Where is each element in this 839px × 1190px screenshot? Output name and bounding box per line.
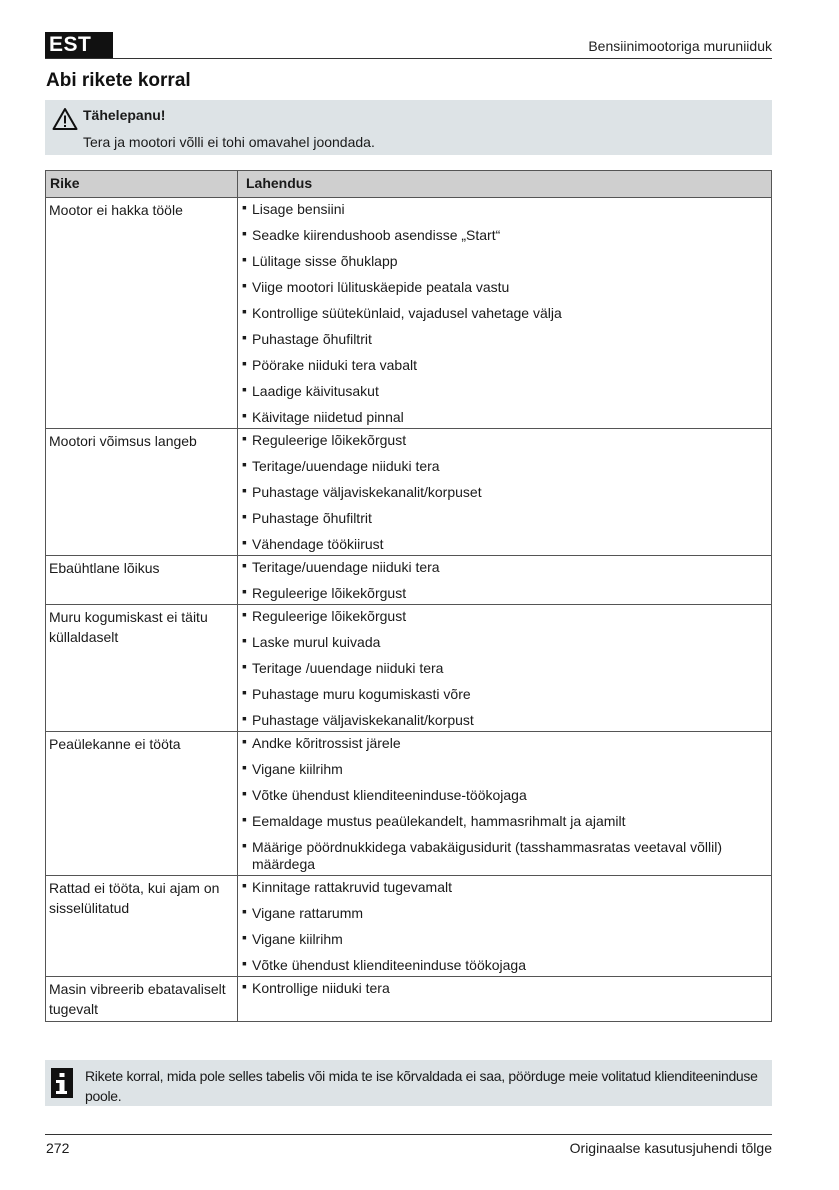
bullet-icon: ▪ bbox=[242, 251, 247, 267]
solution-cell bbox=[238, 429, 772, 556]
solution-item bbox=[241, 658, 767, 684]
table-row bbox=[46, 732, 772, 876]
solution-text: Teritage/uuendage niiduki tera bbox=[252, 458, 440, 474]
info-box bbox=[45, 1060, 772, 1106]
solution-item bbox=[241, 877, 767, 903]
bullet-icon: ▪ bbox=[242, 557, 247, 573]
bullet-icon: ▪ bbox=[242, 225, 247, 241]
header-title: Bensiinimootoriga muruniiduk bbox=[588, 38, 772, 54]
solution-item bbox=[241, 837, 767, 875]
bullet-icon: ▪ bbox=[242, 684, 247, 700]
bullet-icon: ▪ bbox=[242, 955, 247, 971]
solution-list bbox=[241, 430, 767, 555]
solution-list bbox=[241, 557, 767, 604]
bullet-icon: ▪ bbox=[242, 430, 247, 446]
solution-list bbox=[241, 877, 767, 976]
info-note-text: Rikete korral, mida pole selles tabelis või mida te ise kõrvaldada ei saa, pöörduge meie volitatud klienditeeninduse poole. bbox=[85, 1068, 758, 1104]
solution-text: Vigane rattarumm bbox=[252, 905, 364, 921]
solution-cell bbox=[238, 732, 772, 876]
section-title: Abi rikete korral bbox=[46, 70, 191, 91]
solution-item bbox=[241, 606, 767, 632]
solution-list bbox=[241, 199, 767, 428]
table-row bbox=[46, 605, 772, 732]
solution-item bbox=[241, 456, 767, 482]
table-row bbox=[46, 876, 772, 977]
solution-cell bbox=[238, 977, 772, 1022]
bullet-icon: ▪ bbox=[242, 407, 247, 423]
solution-item bbox=[241, 225, 767, 251]
solution-item bbox=[241, 733, 767, 759]
bullet-icon: ▪ bbox=[242, 329, 247, 345]
warning-heading: Tähelepanu! bbox=[83, 107, 166, 123]
solution-text: Reguleerige lõikekõrgust bbox=[252, 432, 407, 448]
problem-cell: Rattad ei tööta, kui ajam on sisselülitatud bbox=[46, 876, 238, 977]
bullet-icon: ▪ bbox=[242, 759, 247, 775]
footer-divider bbox=[45, 1134, 772, 1135]
table-row bbox=[46, 556, 772, 605]
solution-item bbox=[241, 759, 767, 785]
solution-text: Määrige pöördnukkidega vabakäigusidurit (tasshammasratas veetaval võllil) määrdega bbox=[252, 839, 723, 872]
bullet-icon: ▪ bbox=[242, 733, 247, 749]
solution-item bbox=[241, 381, 767, 407]
bullet-icon: ▪ bbox=[242, 658, 247, 674]
solution-text: Vigane kiilrihm bbox=[252, 761, 343, 777]
warning-triangle-icon bbox=[52, 107, 78, 131]
solution-text: Teritage/uuendage niiduki tera bbox=[252, 559, 440, 575]
solution-item bbox=[241, 955, 767, 976]
bullet-icon: ▪ bbox=[242, 381, 247, 397]
problem-cell: Masin vibreerib ebatavaliselt tugevalt bbox=[46, 977, 238, 1022]
solution-list bbox=[241, 978, 767, 999]
page-number: 272 bbox=[46, 1140, 70, 1156]
solution-item bbox=[241, 329, 767, 355]
bullet-icon: ▪ bbox=[242, 785, 247, 801]
problem-cell: Peaülekanne ei tööta bbox=[46, 732, 238, 876]
solution-text: Reguleerige lõikekõrgust bbox=[252, 608, 407, 624]
bullet-icon: ▪ bbox=[242, 710, 247, 726]
solution-text: Lisage bensiini bbox=[252, 201, 345, 217]
problem-cell: Mootori võimsus langeb bbox=[46, 429, 238, 556]
solution-item bbox=[241, 710, 767, 731]
solution-cell bbox=[238, 605, 772, 732]
solution-item bbox=[241, 534, 767, 555]
bullet-icon: ▪ bbox=[242, 811, 247, 827]
warning-text: Tera ja mootori võlli ei tohi omavahel joondada. bbox=[83, 134, 375, 150]
bullet-icon: ▪ bbox=[242, 534, 247, 550]
solution-text: Puhastage väljaviskekanalit/korpuset bbox=[252, 484, 482, 500]
solution-text: Andke kõritrossist järele bbox=[252, 735, 401, 751]
solution-item bbox=[241, 430, 767, 456]
solution-item bbox=[241, 903, 767, 929]
bullet-icon: ▪ bbox=[242, 277, 247, 293]
solution-item bbox=[241, 557, 767, 583]
table-header-row bbox=[46, 171, 772, 198]
solution-cell bbox=[238, 198, 772, 429]
solution-item bbox=[241, 407, 767, 428]
bullet-icon: ▪ bbox=[242, 632, 247, 648]
table-row bbox=[46, 429, 772, 556]
solution-list bbox=[241, 606, 767, 731]
table-row bbox=[46, 198, 772, 429]
solution-text: Puhastage muru kogumiskasti võre bbox=[252, 686, 471, 702]
bullet-icon: ▪ bbox=[242, 508, 247, 524]
bullet-icon: ▪ bbox=[242, 355, 247, 371]
solution-item bbox=[241, 583, 767, 604]
solution-cell bbox=[238, 556, 772, 605]
table-row bbox=[46, 977, 772, 1022]
solution-text: Lülitage sisse õhuklapp bbox=[252, 253, 398, 269]
bullet-icon: ▪ bbox=[242, 877, 247, 893]
solution-text: Puhastage õhufiltrit bbox=[252, 510, 372, 526]
solution-text: Laadige käivitusakut bbox=[252, 383, 379, 399]
bullet-icon: ▪ bbox=[242, 903, 247, 919]
solution-item bbox=[241, 978, 767, 999]
solution-item bbox=[241, 251, 767, 277]
problem-cell: Ebaühtlane lõikus bbox=[46, 556, 238, 605]
troubleshooting-table bbox=[45, 170, 772, 1022]
bullet-icon: ▪ bbox=[242, 303, 247, 319]
solution-text: Puhastage õhufiltrit bbox=[252, 331, 372, 347]
column-header-solution: Lahendus bbox=[238, 171, 772, 198]
language-badge: EST bbox=[45, 32, 113, 58]
solution-text: Teritage /uuendage niiduki tera bbox=[252, 660, 444, 676]
solution-text: Laske murul kuivada bbox=[252, 634, 381, 650]
problem-cell: Muru kogumiskast ei täitu küllaldaselt bbox=[46, 605, 238, 732]
solution-item bbox=[241, 508, 767, 534]
bullet-icon: ▪ bbox=[242, 456, 247, 472]
info-icon bbox=[51, 1068, 73, 1098]
solution-text: Võtke ühendust klienditeeninduse-töökojaga bbox=[252, 787, 527, 803]
solution-item bbox=[241, 684, 767, 710]
solution-text: Kontrollige süütekünlaid, vajadusel vahetage välja bbox=[252, 305, 562, 321]
bullet-icon: ▪ bbox=[242, 482, 247, 498]
solution-text: Reguleerige lõikekõrgust bbox=[252, 585, 407, 601]
solution-item bbox=[241, 277, 767, 303]
header-divider bbox=[45, 58, 772, 59]
solution-text: Seadke kiirendushoob asendisse „Start“ bbox=[252, 227, 501, 243]
solution-item bbox=[241, 482, 767, 508]
solution-text: Pöörake niiduki tera vabalt bbox=[252, 357, 417, 373]
solution-text: Eemaldage mustus peaülekandelt, hammasrihmalt ja ajamilt bbox=[252, 813, 626, 829]
solution-text: Vigane kiilrihm bbox=[252, 931, 343, 947]
solution-item bbox=[241, 303, 767, 329]
footer-text: Originaalse kasutusjuhendi tõlge bbox=[569, 1140, 772, 1156]
column-header-problem: Rike bbox=[46, 171, 238, 198]
bullet-icon: ▪ bbox=[242, 199, 247, 215]
table-body bbox=[46, 198, 772, 1022]
solution-item bbox=[241, 355, 767, 381]
solution-item bbox=[241, 811, 767, 837]
solution-item bbox=[241, 785, 767, 811]
bullet-icon: ▪ bbox=[242, 837, 247, 853]
solution-text: Kinnitage rattakruvid tugevamalt bbox=[252, 879, 452, 895]
solution-list bbox=[241, 733, 767, 875]
solution-item bbox=[241, 632, 767, 658]
solution-text: Kontrollige niiduki tera bbox=[252, 980, 390, 996]
solution-text: Puhastage väljaviskekanalit/korpust bbox=[252, 712, 474, 728]
solution-text: Võtke ühendust klienditeeninduse töökojaga bbox=[252, 957, 526, 973]
solution-text: Vähendage töökiirust bbox=[252, 536, 384, 552]
warning-box bbox=[45, 100, 772, 155]
solution-item bbox=[241, 929, 767, 955]
solution-text: Käivitage niidetud pinnal bbox=[252, 409, 404, 425]
bullet-icon: ▪ bbox=[242, 929, 247, 945]
solution-cell bbox=[238, 876, 772, 977]
solution-item bbox=[241, 199, 767, 225]
problem-cell: Mootor ei hakka tööle bbox=[46, 198, 238, 429]
bullet-icon: ▪ bbox=[242, 583, 247, 599]
bullet-icon: ▪ bbox=[242, 606, 247, 622]
solution-text: Viige mootori lülituskäepide peatala vastu bbox=[252, 279, 510, 295]
bullet-icon: ▪ bbox=[242, 978, 247, 994]
